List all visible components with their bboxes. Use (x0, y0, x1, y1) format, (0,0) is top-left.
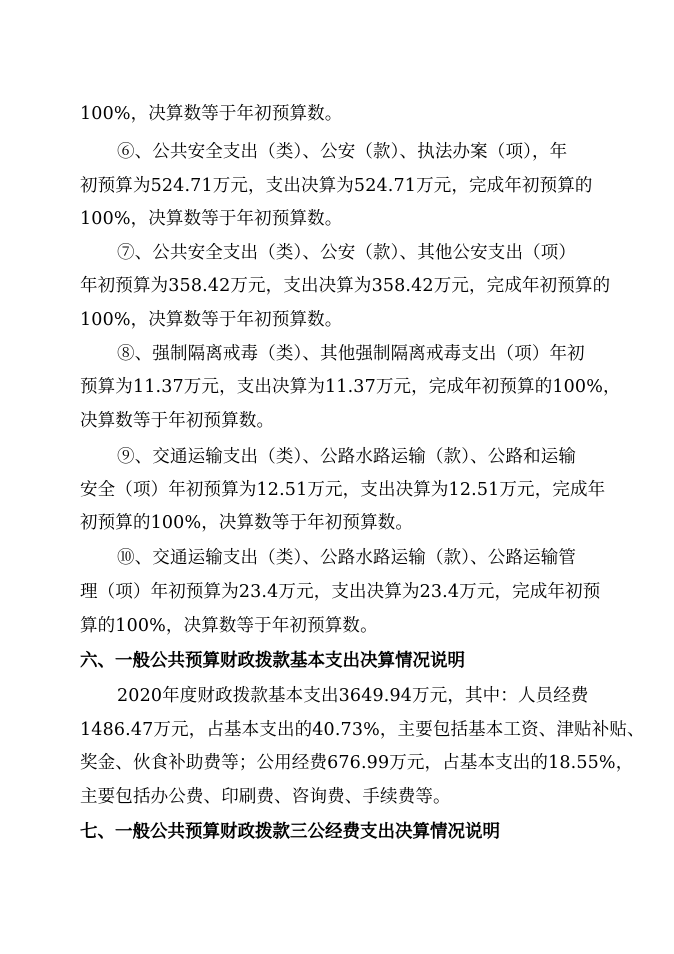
paragraph-line: 2020年度财政拨款基本支出3649.94万元，其中：人员经费 (117, 686, 589, 706)
paragraph-line: 初预算的100%，决算数等于年初预算数。 (80, 513, 414, 533)
paragraph-line: ⑨、交通运输支出（类）、公路水路运输（款）、公路和运输 (117, 447, 577, 467)
section-heading-7: 七、一般公共预算财政拨款三公经费支出决算情况说明 (80, 822, 500, 842)
paragraph-line: 算的100%，决算数等于年初预算数。 (80, 616, 378, 636)
paragraph-line: 安全（项）年初预算为12.51万元，支出决算为12.51万元，完成年 (80, 480, 606, 500)
paragraph-line: 理（项）年初预算为23.4万元，支出决算为23.4万元，完成年初预 (80, 582, 601, 602)
paragraph-line: 100%，决算数等于年初预算数。 (80, 310, 343, 330)
paragraph-line: 100%，决算数等于年初预算数。 (80, 104, 343, 124)
paragraph-line: 1486.47万元，占基本支出的40.73%，主要包括基本工资、津贴补贴、 (80, 720, 645, 740)
paragraph-line: ⑦、公共安全支出（类）、公安（款）、其他公安支出（项） (117, 243, 577, 263)
paragraph-line: 初预算为524.71万元，支出决算为524.71万元，完成年初预算的 (80, 176, 593, 196)
paragraph-line: 年初预算为358.42万元，支出决算为358.42万元，完成年初预算的 (80, 276, 611, 296)
paragraph-line: ⑥、公共安全支出（类）、公安（款）、执法办案（项），年 (117, 142, 568, 162)
paragraph-line: 决算数等于年初预算数。 (80, 411, 275, 431)
paragraph-line: 100%，决算数等于年初预算数。 (80, 209, 343, 229)
paragraph-line: ⑧、强制隔离戒毒（类）、其他强制隔离戒毒支出（项）年初 (117, 344, 585, 364)
paragraph-line: ⑩、交通运输支出（类）、公路水路运输（款）、公路运输管 (117, 548, 577, 568)
section-heading-6: 六、一般公共预算财政拨款基本支出决算情况说明 (80, 651, 465, 671)
paragraph-line: 预算为11.37万元，支出决算为11.37万元，完成年初预算的100%， (80, 377, 621, 397)
paragraph-line: 主要包括办公费、印刷费、咨询费、手续费等。 (80, 787, 451, 807)
paragraph-line: 奖金、伙食补助费等；公用经费676.99万元，占基本支出的18.55%， (80, 753, 634, 773)
